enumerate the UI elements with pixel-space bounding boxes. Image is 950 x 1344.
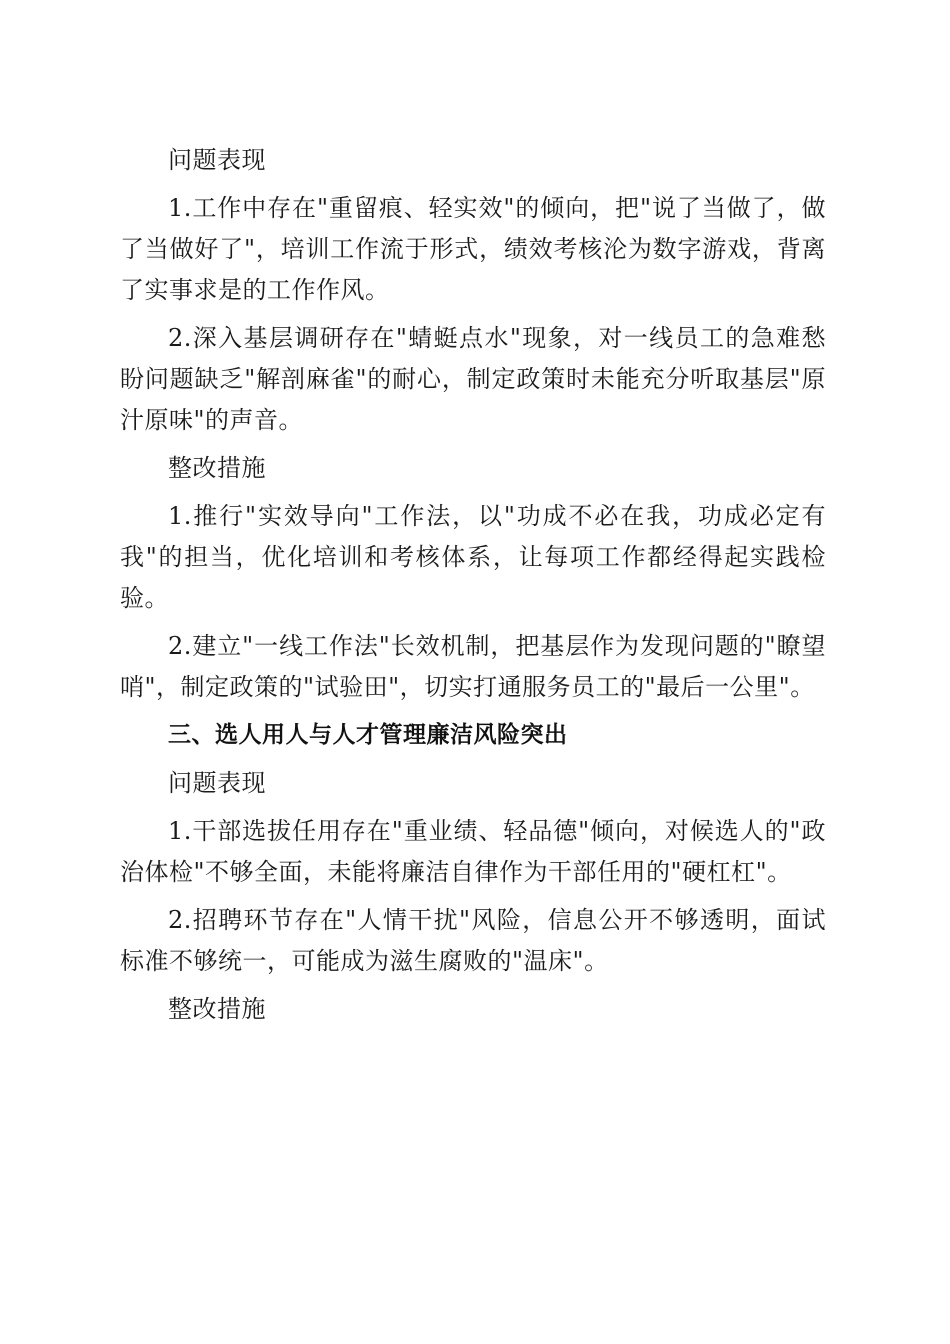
document-body <box>120 140 826 1037</box>
paragraph-measure-1: 1.推行"实效导向"工作法，以"功成不必在我，功成必定有我"的担当，优化培训和考核体系，让每项工作都经得起实践检验。 <box>120 502 826 612</box>
paragraph-problem-3-2: 2.招聘环节存在"人情干扰"风险，信息公开不够透明，面试标准不够统一，可能成为滋生腐败的"温床"。 <box>120 906 826 975</box>
subheading-measures: 整改措施 <box>168 454 266 482</box>
subheading-problems-3: 问题表现 <box>168 769 266 797</box>
subheading-problems: 问题表现 <box>168 146 266 174</box>
subheading-measures-3: 整改措施 <box>168 995 266 1023</box>
section-heading-3: 三、选人用人与人才管理廉洁风险突出 <box>168 722 568 748</box>
paragraph-measure-2: 2.建立"一线工作法"长效机制，把基层作为发现问题的"瞭望哨"，制定政策的"试验田"，切实打通服务员工的"最后一公里"。 <box>120 632 826 701</box>
paragraph-problem-3-1: 1.干部选拔任用存在"重业绩、轻品德"倾向，对候选人的"政治体检"不够全面，未能将廉洁自律作为干部任用的"硬杠杠"。 <box>120 817 826 886</box>
paragraph-problem-1: 1.工作中存在"重留痕、轻实效"的倾向，把"说了当做了，做了当做好了"，培训工作流于形式，绩效考核沦为数字游戏，背离了实事求是的工作作风。 <box>120 194 826 304</box>
paragraph-problem-2: 2.深入基层调研存在"蜻蜓点水"现象，对一线员工的急难愁盼问题缺乏"解剖麻雀"的耐心，制定政策时未能充分听取基层"原汁原味"的声音。 <box>120 324 826 434</box>
